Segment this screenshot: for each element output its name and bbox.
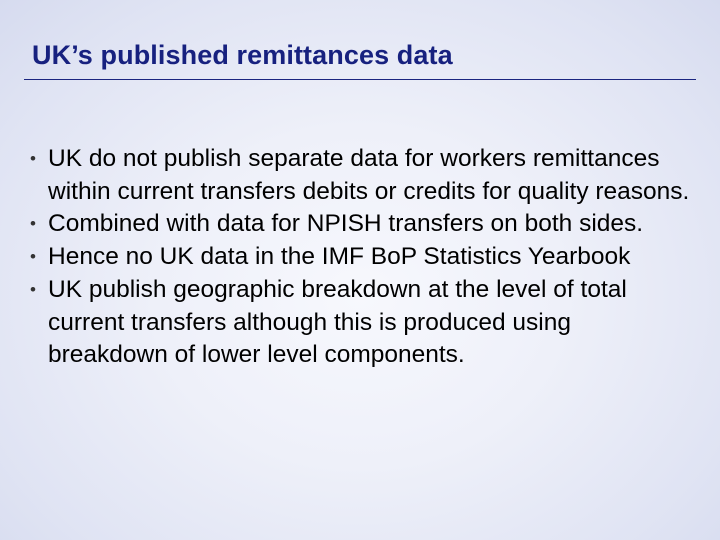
bullet-text: UK publish geographic breakdown at the level of total current transfers although this is produced using breakdown of lower level components. (48, 275, 627, 369)
bullet-text: Combined with data for NPISH transfers on both sides. (48, 210, 644, 238)
bullet-marker: • (30, 149, 36, 168)
bullet-text: Hence no UK data in the IMF BoP Statistics Yearbook (48, 243, 631, 271)
title-underline (24, 79, 696, 80)
bullet-list (30, 143, 690, 372)
bullet-marker: • (30, 247, 36, 267)
slide-title: UK’s published remittances data (32, 40, 453, 70)
bullet-item-geographic-breakdown (30, 274, 690, 372)
bullet-item-npish-combined (30, 208, 690, 241)
bullet-text: UK do not publish separate data for workers remittances within current transfers debits or credits for quality reasons. (48, 145, 690, 205)
bullet-item-no-separate-data (30, 143, 690, 208)
bullet-marker: • (30, 279, 36, 299)
bullet-marker: • (30, 214, 36, 234)
bullet-item-imf-yearbook (30, 241, 690, 274)
